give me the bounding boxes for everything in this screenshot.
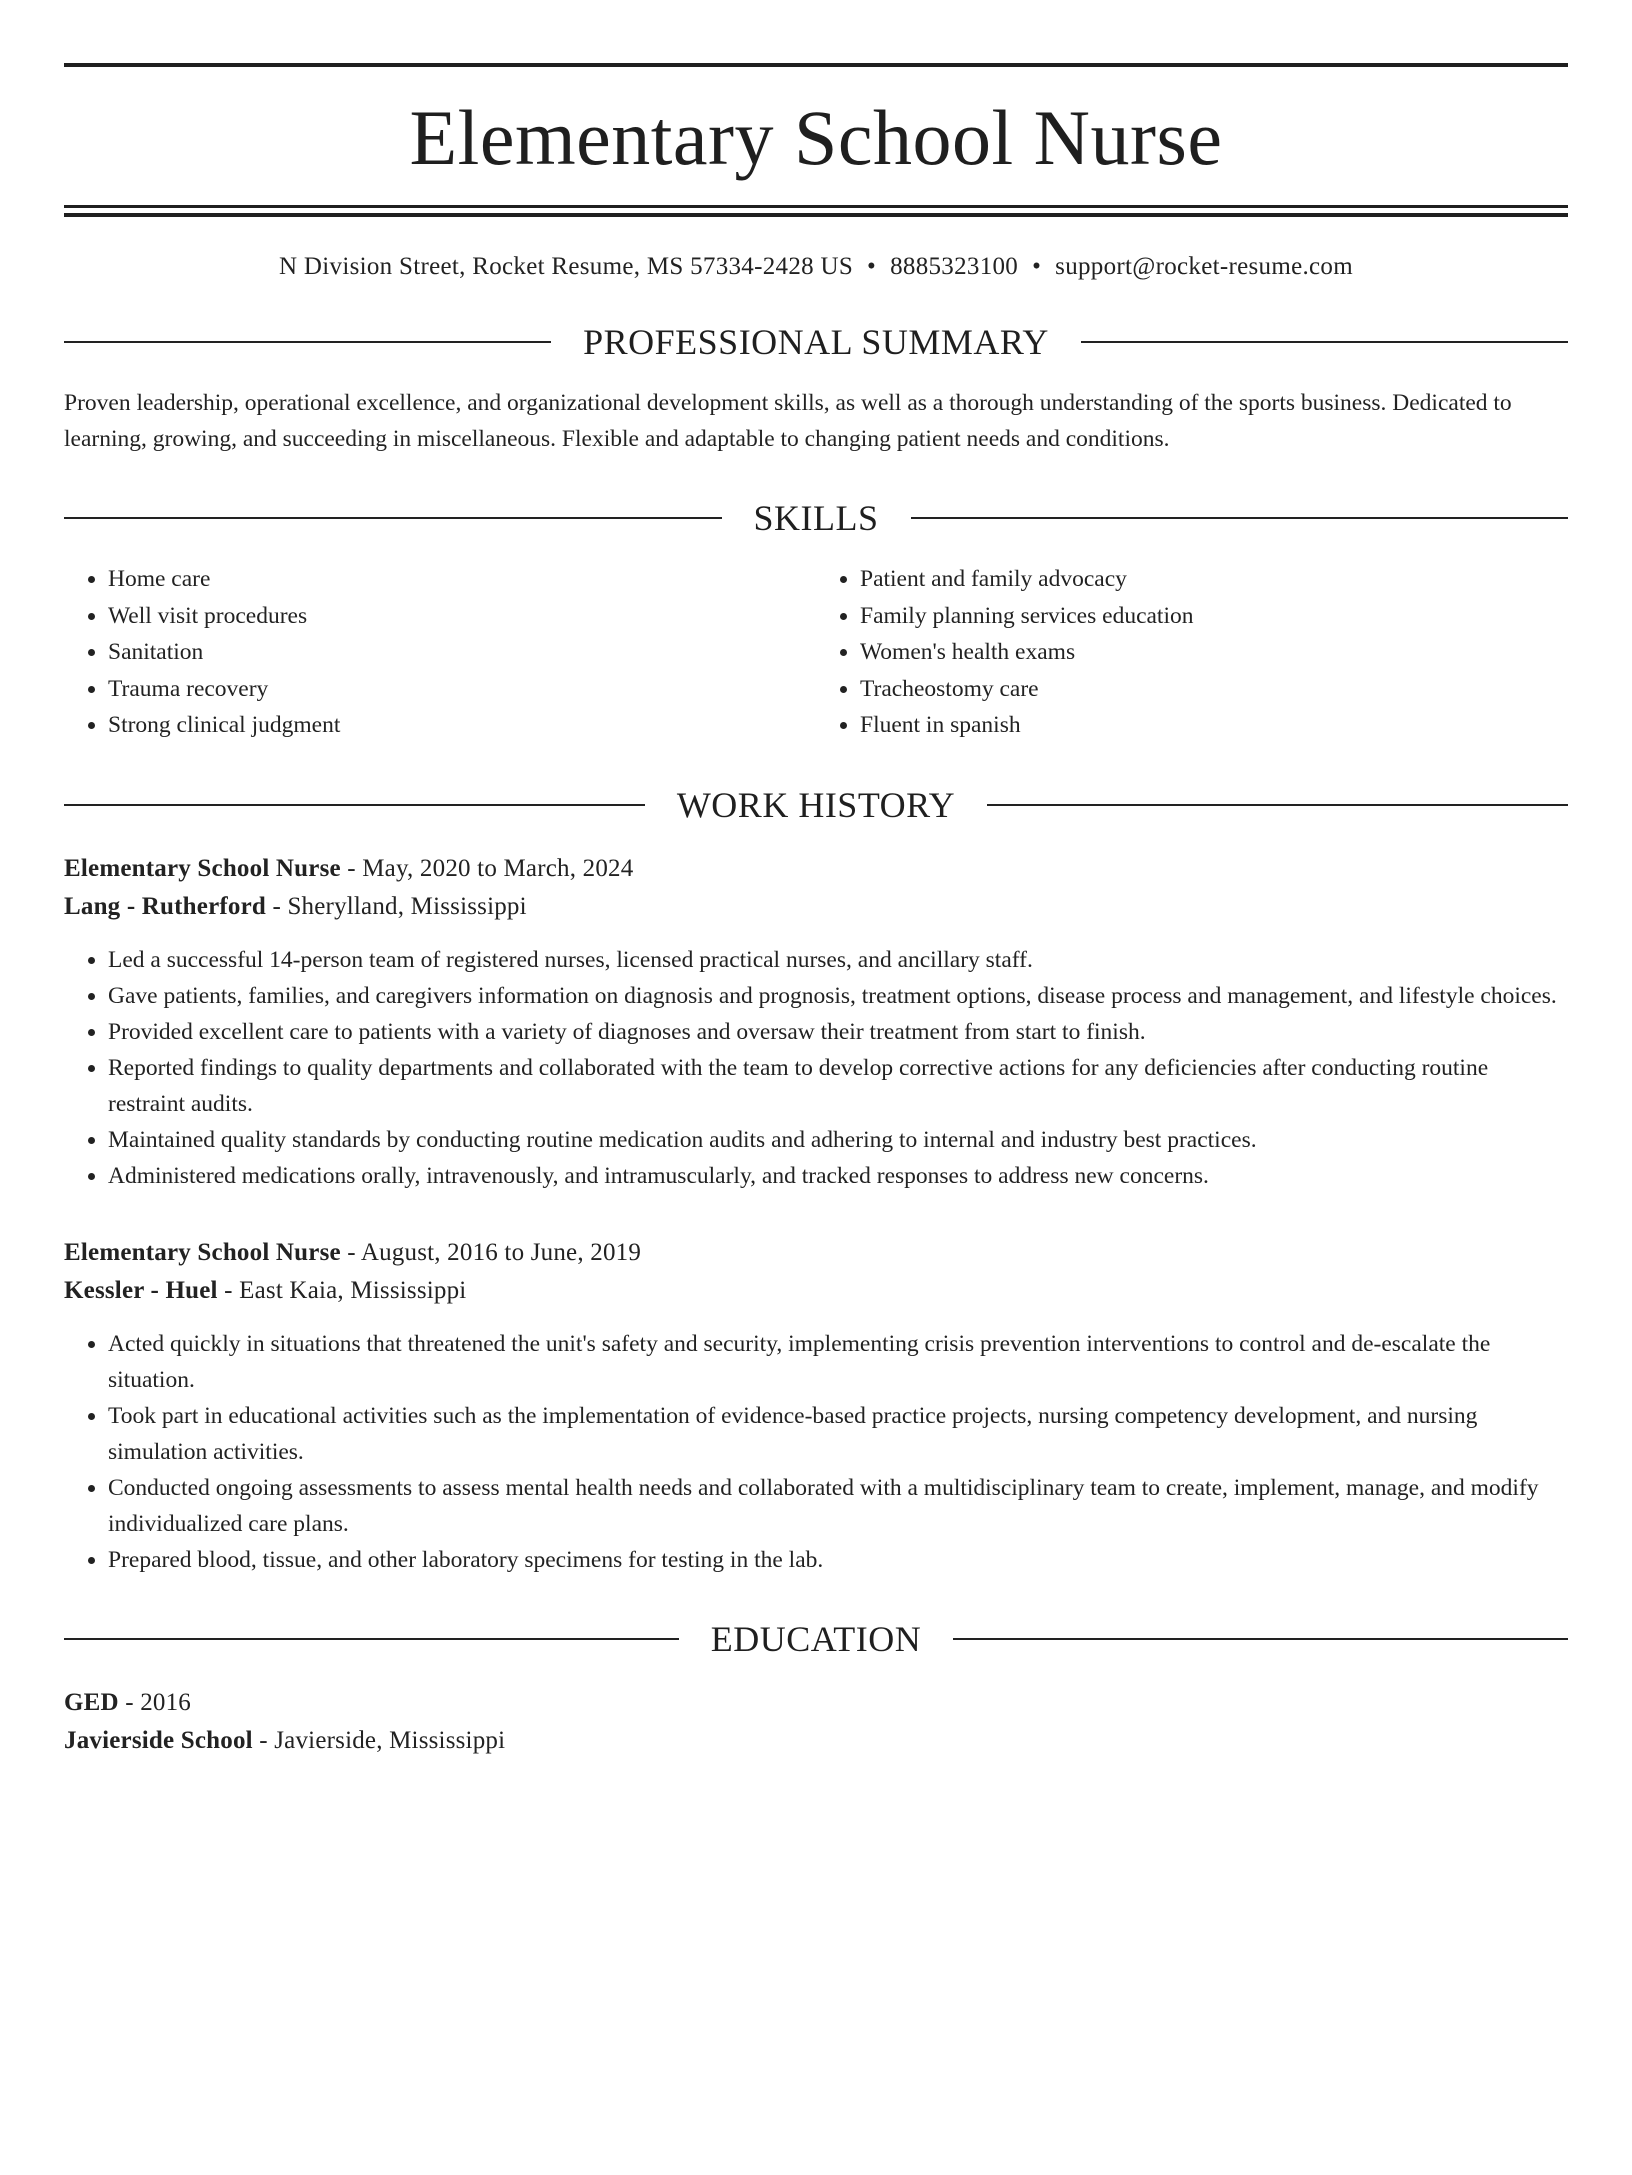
- double-rule: [64, 205, 1568, 217]
- skills-heading-label: SKILLS: [753, 498, 879, 538]
- skill-item: • Home care: [108, 561, 816, 598]
- skills-list: [64, 561, 1568, 744]
- resume-page: [0, 63, 1632, 2175]
- education-degree: GED: [64, 1688, 119, 1716]
- skills-column-right: [816, 561, 1568, 744]
- skill-item: • Fluent in spanish: [860, 707, 1568, 744]
- job-bullet: • Maintained quality standards by conducting routine medication audits and adhering to internal and industry best practices.: [108, 1122, 1568, 1158]
- heading-rule-left: [64, 1638, 679, 1640]
- job-bullet: • Conducted ongoing assessments to assess mental health needs and collaborated with a multidisciplinary team to create, implement, manage, and modify individualized care plans.: [108, 1470, 1568, 1542]
- job-bullet: • Gave patients, families, and caregivers information on diagnosis and prognosis, treatment options, disease process and management, and lifestyle choices.: [108, 978, 1568, 1014]
- skills-column-left: [64, 561, 816, 744]
- job-bullets: [64, 942, 1568, 1194]
- contact-separator: •: [867, 253, 877, 280]
- education-year: - 2016: [118, 1688, 192, 1716]
- job-entry: [64, 1234, 1568, 1578]
- contact-separator: •: [1032, 253, 1042, 280]
- resume-name: Elementary School Nurse: [409, 94, 1223, 181]
- heading-rule-left: [64, 517, 722, 519]
- skills-heading: [64, 497, 1568, 539]
- heading-rule-right: [953, 1638, 1568, 1640]
- job-dates: - May, 2020 to March, 2024: [340, 854, 634, 882]
- education-school-line: [64, 1722, 1568, 1760]
- education-entry: [64, 1684, 1568, 1760]
- heading-rule-right: [911, 517, 1569, 519]
- summary-heading-label: PROFESSIONAL SUMMARY: [583, 322, 1049, 362]
- skill-item: • Women's health exams: [860, 634, 1568, 671]
- job-title: Elementary School Nurse: [64, 1238, 341, 1266]
- skill-item: • Well visit procedures: [108, 598, 816, 635]
- summary-heading: [64, 321, 1568, 363]
- work-heading-label: WORK HISTORY: [676, 784, 956, 825]
- job-bullets: [64, 1326, 1568, 1578]
- job-location: - East Kaia, Mississippi: [217, 1276, 467, 1304]
- job-company: Kessler - Huel: [64, 1276, 218, 1304]
- job-company: Lang - Rutherford: [64, 892, 267, 920]
- skill-item: • Tracheostomy care: [860, 671, 1568, 708]
- heading-rule-left: [64, 804, 645, 806]
- job-title-line: [64, 850, 1568, 888]
- skill-item: • Trauma recovery: [108, 671, 816, 708]
- education-degree-line: [64, 1684, 1568, 1722]
- skill-item: • Strong clinical judgment: [108, 707, 816, 744]
- contact-phone: 8885323100: [890, 253, 1019, 280]
- education-heading-label: EDUCATION: [710, 1618, 922, 1659]
- job-dates: - August, 2016 to June, 2019: [340, 1238, 642, 1266]
- contact-email: support@rocket-resume.com: [1055, 253, 1353, 280]
- job-bullet: • Took part in educational activities such as the implementation of evidence-based practice projects, nursing competency development, and nursing simulation activities.: [108, 1398, 1568, 1470]
- job-bullet: • Led a successful 14-person team of registered nurses, licensed practical nurses, and ancillary staff.: [108, 942, 1568, 978]
- job-location: - Sherylland, Mississippi: [266, 892, 527, 920]
- skill-item: • Family planning services education: [860, 598, 1568, 635]
- education-heading: [64, 1618, 1568, 1660]
- contact-line: [64, 253, 1568, 281]
- heading-rule-right: [1081, 341, 1568, 343]
- job-title: Elementary School Nurse: [64, 854, 341, 882]
- job-bullet: • Administered medications orally, intravenously, and intramuscularly, and tracked responses to address new concerns.: [108, 1158, 1568, 1194]
- work-heading: [64, 784, 1568, 826]
- job-bullet: • Reported findings to quality departments and collaborated with the team to develop corrective actions for any deficiencies after conducting routine restraint audits.: [108, 1050, 1568, 1122]
- job-company-line: [64, 888, 1568, 926]
- top-rule: [64, 63, 1568, 67]
- job-company-line: [64, 1272, 1568, 1310]
- job-bullet: • Prepared blood, tissue, and other laboratory specimens for testing in the lab.: [108, 1542, 1568, 1578]
- job-bullet: • Acted quickly in situations that threatened the unit's safety and security, implementing crisis prevention interventions to control and de-escalate the situation.: [108, 1326, 1568, 1398]
- summary-text: Proven leadership, operational excellence, and organizational development skills, as well as a thorough understanding of the sports business. Dedicated to learning, growing, and succeeding in miscellaneous. Flexible and adaptable to changing patient needs and conditions.: [64, 390, 1512, 452]
- skill-item: • Sanitation: [108, 634, 816, 671]
- job-entry: [64, 850, 1568, 1194]
- education-location: - Javierside, Mississippi: [252, 1726, 506, 1754]
- education-school: Javierside School: [64, 1726, 253, 1754]
- job-title-line: [64, 1234, 1568, 1272]
- skill-item: • Patient and family advocacy: [860, 561, 1568, 598]
- contact-address: N Division Street, Rocket Resume, MS 57334-2428 US: [279, 253, 854, 280]
- job-bullet: • Provided excellent care to patients with a variety of diagnoses and oversaw their treatment from start to finish.: [108, 1014, 1568, 1050]
- heading-rule-left: [64, 341, 551, 343]
- heading-rule-right: [987, 804, 1568, 806]
